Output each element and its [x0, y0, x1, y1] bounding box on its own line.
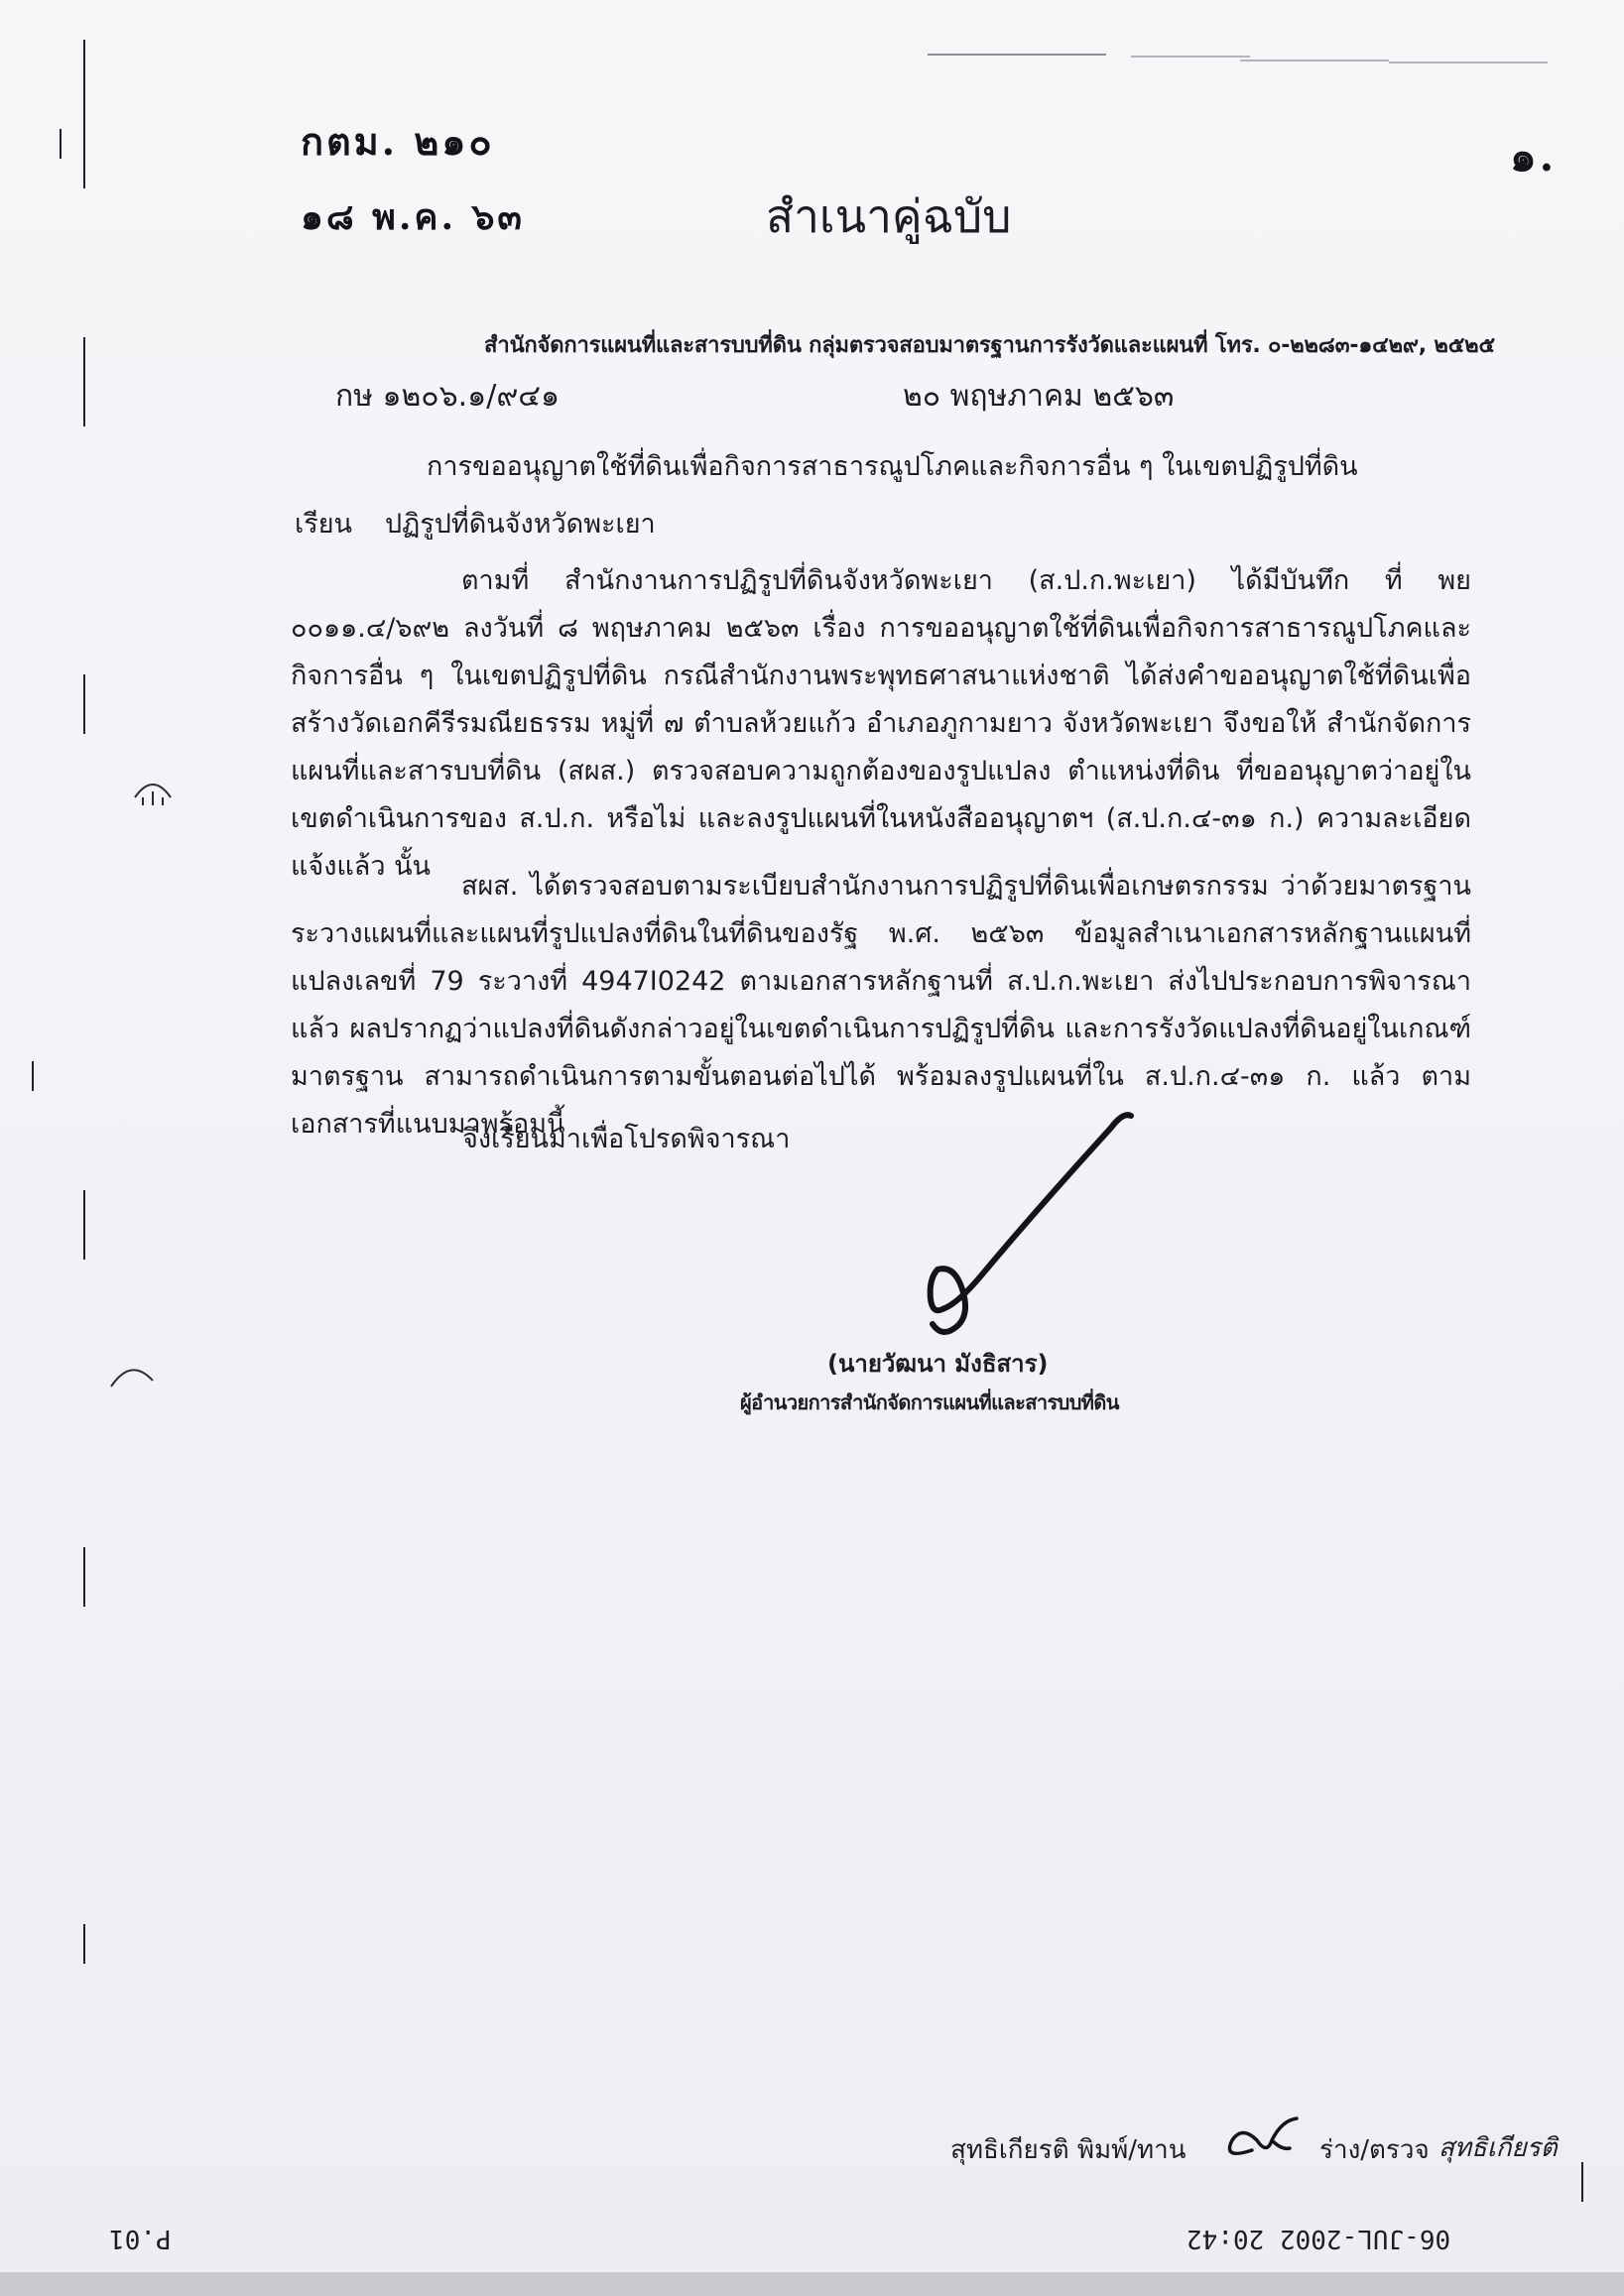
- scan-edge-mark: [83, 337, 85, 426]
- document-heading: สำเนาคู่ฉบับ: [766, 189, 1012, 243]
- fax-page-text: P.01: [109, 2224, 172, 2253]
- signer-name: (นายวัฒนา มังธิสาร): [827, 1350, 1049, 1378]
- handwritten-reference: กตม. ๒๑๐: [301, 119, 495, 164]
- page-corner-number: ๑.: [1510, 132, 1558, 181]
- closing-line: จึงเรียนมาเพื่อโปรดพิจารณา: [462, 1124, 791, 1154]
- scan-edge-mark: [32, 1061, 34, 1091]
- subject: การขออนุญาตใช้ที่ดินเพื่อกิจการสาธารณูปโภคและกิจการอื่น ๆ ในเขตปฏิรูปที่ดิน: [427, 451, 1358, 482]
- document-number: กษ ๑๒๐๖.๑/๙๔๑: [335, 379, 561, 414]
- scan-line: [1240, 60, 1389, 61]
- footer-typist: สุทธิเกียรติ พิมพ์/ทาน: [950, 2135, 1187, 2165]
- salutation-label: เรียน: [295, 509, 353, 540]
- handwritten-date: ๑๘ พ.ค. ๖๓: [301, 196, 526, 238]
- scan-bottom-band: [0, 2272, 1624, 2296]
- footer-draft-check: ร่าง/ตรวจ: [1319, 2135, 1430, 2165]
- scan-edge-mark: [60, 129, 62, 159]
- scan-line: [1131, 56, 1250, 58]
- fax-page-number: [109, 2224, 172, 2253]
- stamp-mark: [131, 770, 175, 809]
- scan-line: [1389, 61, 1548, 63]
- scan-edge-mark: [83, 1190, 85, 1260]
- initials-signature: [1212, 2111, 1312, 2170]
- scan-edge-mark: [83, 40, 85, 188]
- body-paragraph-1: ตามที่ สำนักงานการปฏิรูปที่ดินจังหวัดพะเยา (ส.ป.ก.พะเยา) ได้มีบันทึก ที่ พย ๐๐๑๑.๔/๖๙๒ ลงวันที่ ๘ พฤษภาคม ๒๕๖๓ เรื่อง การขออนุญาตใช้ที่ดินเพื่อกิจการสาธารณูปโภคและกิจการอื่น ๆ ในเขตปฏิรูปที่ดิน กรณีสำนักงานพระพุทธศาสนาแห่งชาติ ได้ส่งคำขออนุญาตใช้ที่ดินเพื่อสร้างวัดเอกคีรีรมณียธรรม หมู่ที่ ๗ ตำบลห้วยแก้ว อำเภอภูกามยาว จังหวัดพะเยา จึงขอให้ สำนักจัดการแผนที่และสารบบที่ดิน (สผส.) ตรวจสอบความถูกต้องของรูปแปลง ตำแหน่งที่ดิน ที่ขออนุญาตว่าอยู่ในเขตดำเนินการของ ส.ป.ก. หรือไม่ และลงรูปแผนที่ในหนังสืออนุญาตฯ (ส.ป.ก.๔-๓๑ ก.) ความละเอียดแจ้งแล้ว นั้น: [291, 565, 1471, 882]
- signature-image: [863, 1106, 1161, 1344]
- scan-edge-mark: [1581, 2162, 1583, 2202]
- scan-edge-mark: [83, 1547, 85, 1607]
- salutation-recipient: ปฏิรูปที่ดินจังหวัดพะเยา: [385, 509, 656, 540]
- scan-line: [928, 54, 1106, 56]
- body-paragraph-2: สผส. ได้ตรวจสอบตามระเบียบสำนักงานการปฏิรูปที่ดินเพื่อเกษตรกรรม ว่าด้วยมาตรฐานระวางแผนที่และแผนที่รูปแปลงที่ดินในที่ดินของรัฐ พ.ศ. ๒๕๖๓ ข้อมูลสำเนาเอกสารหลักฐานแผนที่ แปลงเลขที่ 79 ระวางที่ 4947I0242 ตามเอกสารหลักฐานที่ ส.ป.ก.พะเยา ส่งไปประกอบการพิจารณาแล้ว ผลปรากฏว่าแปลงที่ดินดังกล่าวอยู่ในเขตดำเนินการปฏิรูปที่ดิน และการรังวัดแปลงที่ดินอยู่ในเกณฑ์มาตรฐาน สามารถดำเนินการตามขั้นตอนต่อไปได้ พร้อมลงรูปแผนที่ใน ส.ป.ก.๔-๓๑ ก. แล้ว ตามเอกสารที่แนบมาพร้อมนี้: [291, 871, 1471, 1140]
- signer-title: ผู้อำนวยการสำนักจัดการแผนที่และสารบบที่ดิน: [740, 1390, 1119, 1414]
- document-date: ๒๐ พฤษภาคม ๒๕๖๓: [903, 379, 1175, 414]
- fax-timestamp-text: 06-JUL-2002 20:42: [1187, 2224, 1451, 2253]
- scan-edge-mark: [83, 674, 85, 734]
- stamp-mark: [107, 1361, 157, 1390]
- sender-office: สำนักจัดการแผนที่และสารบบที่ดิน กลุ่มตรวจสอบมาตรฐานการรังวัดและแผนที่ โทร. ๐-๒๒๘๓-๑๔๒๙, ๒๕๒๕: [484, 333, 1495, 358]
- footer-draft-name: สุทธิเกียรติ: [1438, 2133, 1558, 2163]
- fax-timestamp: [1187, 2224, 1450, 2253]
- scan-edge-mark: [83, 1924, 85, 1964]
